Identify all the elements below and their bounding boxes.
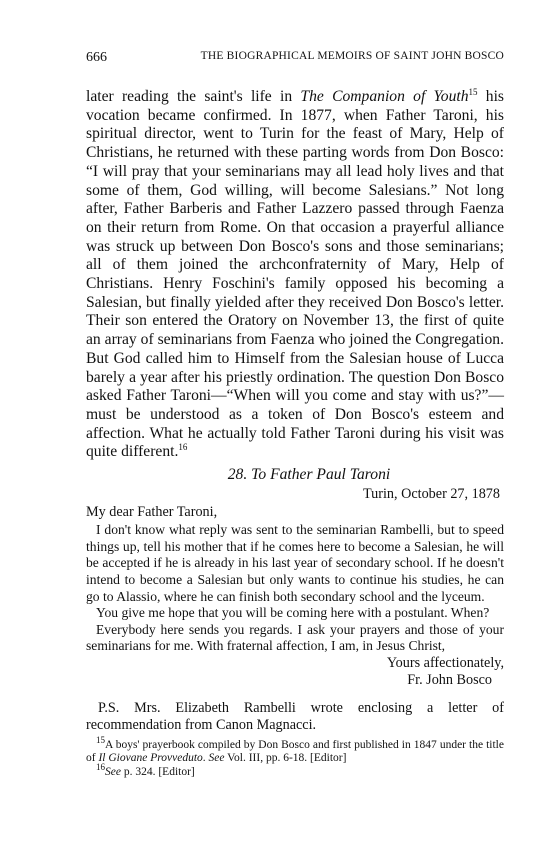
postscript: P.S. Mrs. Elizabeth Rambelli wrote enclosing a letter of recommendation from Canon Magnacci. xyxy=(86,699,504,734)
main-text-start: later reading the saint's life in xyxy=(86,88,301,105)
footnotes xyxy=(86,735,504,779)
footnote-15: $^{15}$A boys' prayerbook compiled by Don Bosco and first published in 1847 under the title of Il Giovane Provveduto. See Vol. III, pp. 6-18. [Editor] xyxy=(86,735,504,765)
letter-paragraph: You give me hope that you will be coming here with a postulant. When? xyxy=(96,605,490,621)
page-number: 666 xyxy=(86,50,107,65)
letter-dateline: Turin, October 27, 1878 xyxy=(362,485,500,502)
letter-salutation: My dear Father Taroni, xyxy=(86,504,218,521)
footnote-ref-16: 16 xyxy=(178,442,188,453)
main-paragraph xyxy=(86,88,504,462)
letter-body xyxy=(86,522,504,655)
running-head: THE BIOGRAPHICAL MEMOIRS OF SAINT JOHN BOSCO xyxy=(200,50,504,62)
letter-heading: 28. To Father Paul Taroni xyxy=(227,466,391,484)
footnote-16: $^{16}$See p. 324. [Editor] xyxy=(96,761,195,778)
main-text-rest: his vocation became confirmed. In 1877, when Father Taroni, his spiritual director, went to Turin for the feast of Mary, Help of Christians, he returned with these parting words from Don Bosco: “I will pray that your seminarians may all lead holy lives and that some of them, God willing, will become Salesians.” Not long after, Father Barberis and Father Lazzero passed through Faenza on their return from Rome. On that occasion a prayerful alliance was struck up between Don Bosco's sons and those seminarians; all of them joined the archconfraternity of Mary, Help of Christians. Henry Foschini's family opposed his becoming a Salesian, but finally yielded after they received Don Bosco's letter. Their son entered the Oratory on November 13, the first of quite an array of seminarians from Faenza who joined the Congregation. But God called him to Himself from the Salesian house of Lucca barely a year after his priestly ordination. The question Don Bosco asked Father Taroni—“When will you come and stay with us?”—must be understood as a token of Don Bosco's esteem and affection. What he actually told Father Taroni during his visit was quite different. xyxy=(86,88,504,461)
page-header xyxy=(86,50,504,70)
book-title: The Companion of Youth xyxy=(300,88,469,105)
letter-paragraph: I don't know what reply was sent to the seminarian Rambelli, but to speed things up, tell his mother that if he comes here to become a Salesian, he will be accepted if he is already in his last year of secondary school. If he doesn't intend to become a Salesian but only wants to continue his studies, he can go to Alassio, where he can finish both secondary school and the lyceum. xyxy=(86,522,504,604)
letter-signature-line xyxy=(86,672,504,690)
letter-paragraph: Everybody here sends you regards. I ask your prayers and those of your seminarians for me. With fraternal affection, I am, in Jesus Christ, xyxy=(86,621,504,654)
footnote-ref-15: 15 xyxy=(468,86,478,97)
footnote-marker: 15 xyxy=(96,735,105,746)
footnote-marker: 16 xyxy=(96,761,105,772)
letter-closing: Yours affectionately, xyxy=(386,654,504,671)
letter-signature: Fr. John Bosco xyxy=(407,672,492,689)
page-body xyxy=(86,88,504,779)
